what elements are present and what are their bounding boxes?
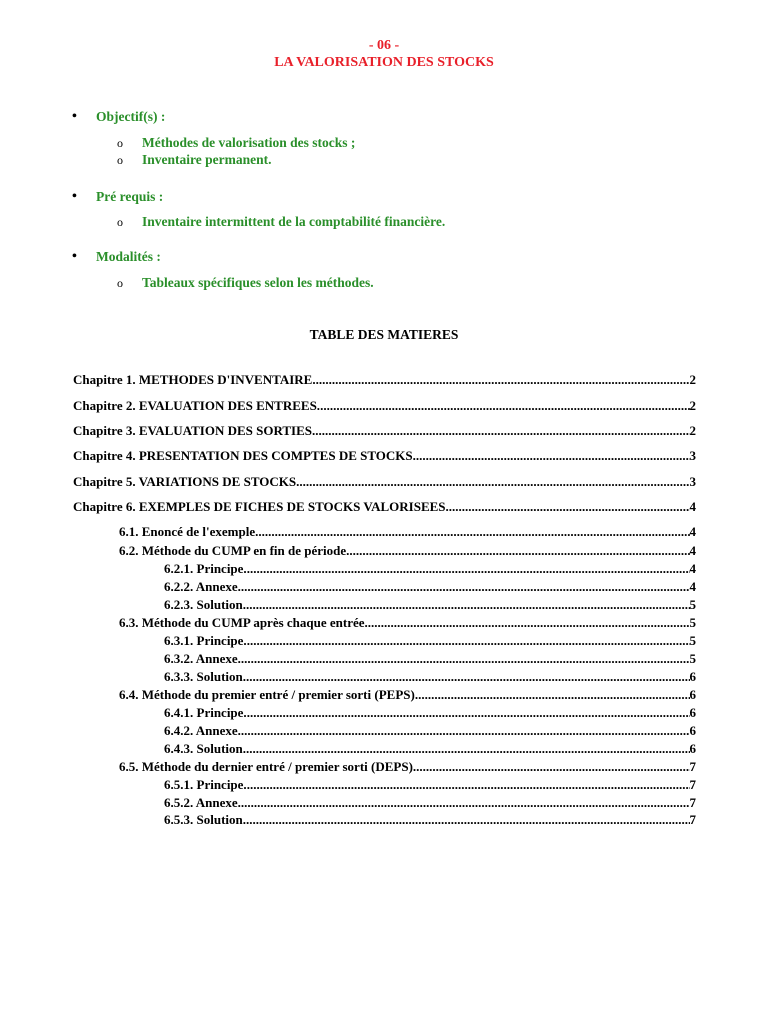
toc-entry-page: 4 — [689, 499, 696, 514]
toc-leader — [415, 686, 690, 704]
toc-leader — [315, 422, 689, 440]
toc-entry-label: 6.2. Méthode du CUMP en fin de période. — [119, 543, 350, 558]
toc-entry-page: 5 — [689, 651, 696, 666]
toc-entry[interactable] — [119, 523, 696, 541]
toc-leader — [246, 811, 690, 829]
toc-entry-page: 2 — [689, 398, 696, 413]
toc-entry-label: 6.2.1. Principe. — [164, 561, 247, 576]
section-item-text: Inventaire intermittent de la comptabilité financière. — [142, 214, 446, 229]
section-label: Pré requis : — [96, 189, 164, 204]
toc-leader — [449, 498, 690, 516]
toc-entry[interactable] — [119, 542, 696, 560]
toc-entry-label: Chapitre 3. EVALUATION DES SORTIES. — [73, 423, 316, 438]
toc-entry-label: Chapitre 6. EXEMPLES DE FICHES DE STOCKS VALORISEES. — [73, 499, 449, 514]
bullet-icon: • — [72, 109, 77, 124]
toc-entry-page: 6 — [689, 669, 696, 684]
bullet-icon: • — [72, 189, 77, 204]
toc-leader — [258, 523, 689, 541]
toc-entry-label: 6.3.3. Solution. — [164, 669, 246, 684]
toc-leader — [241, 578, 690, 596]
toc-entry-label: Chapitre 1. METHODES D'INVENTAIRE — [73, 372, 313, 387]
toc-entry[interactable] — [164, 776, 696, 794]
toc-entry[interactable] — [73, 498, 696, 516]
toc-entry[interactable] — [119, 758, 696, 776]
page-title: LA VALORISATION DES STOCKS — [274, 55, 494, 70]
toc-entry-page: 5 — [689, 615, 696, 630]
toc-leader — [349, 542, 689, 560]
toc-entry-label: 6.3. Méthode du CUMP après chaque entrée. — [119, 615, 368, 630]
toc-entry-page: 7 — [689, 777, 696, 792]
toc-entry-label: 6.5.2. Annexe. — [164, 795, 241, 810]
toc-entry-page: 6 — [689, 741, 696, 756]
toc-title: TABLE DES MATIERES — [309, 327, 459, 342]
section-label: Modalités : — [96, 249, 161, 264]
toc-entry-label: 6.4.3. Solution. — [164, 741, 246, 756]
toc-entry-label: 6.3.2. Annexe. — [164, 651, 241, 666]
toc-leader — [368, 614, 690, 632]
toc-leader — [246, 596, 690, 614]
toc-entry-label: 6.4.1. Principe. — [164, 705, 247, 720]
toc-entry-label: 6.4.2. Annexe. — [164, 723, 241, 738]
toc-entry[interactable] — [164, 811, 696, 829]
toc-entry-page: 4 — [689, 579, 696, 594]
toc-leader — [241, 722, 690, 740]
toc-leader — [247, 632, 690, 650]
toc-entry-page: 3 — [689, 474, 696, 489]
toc-entry[interactable] — [73, 422, 696, 440]
toc-leader — [312, 371, 689, 389]
toc-entry-label: 6.5.1. Principe. — [164, 777, 247, 792]
section-item-text: Tableaux spécifiques selon les méthodes. — [142, 275, 374, 290]
toc-leader — [247, 704, 690, 722]
toc-leader — [247, 560, 690, 578]
toc-entry[interactable] — [73, 371, 696, 389]
toc-entry[interactable] — [164, 632, 696, 650]
toc-entry[interactable] — [164, 578, 696, 596]
toc-entry-label: 6.3.1. Principe. — [164, 633, 247, 648]
toc-entry-label: 6.4. Méthode du premier entré / premier sorti (PEPS) — [119, 687, 415, 702]
toc-entry-page: 6 — [689, 687, 696, 702]
toc-leader — [320, 397, 689, 415]
toc-entry-label: Chapitre 2. EVALUATION DES ENTREES. — [73, 398, 321, 413]
toc-entry[interactable] — [164, 740, 696, 758]
toc-entry[interactable] — [164, 722, 696, 740]
toc-entry-page: 7 — [689, 795, 696, 810]
toc-entry-page: 4 — [689, 561, 696, 576]
toc-leader — [246, 740, 690, 758]
toc-entry-page: 2 — [689, 423, 696, 438]
toc-leader — [247, 776, 690, 794]
circle-bullet-icon: o — [117, 136, 123, 150]
page-number: - 06 - — [368, 38, 400, 53]
circle-bullet-icon: o — [117, 276, 123, 290]
toc-entry-label: 6.1. Enoncé de l'exemple. — [119, 524, 259, 539]
toc-entry-label: 6.2.3. Solution. — [164, 597, 246, 612]
toc-entry[interactable] — [164, 668, 696, 686]
toc-leader — [416, 447, 690, 465]
toc-entry-label: 6.5. Méthode du dernier entré / premier sorti (DEPS). — [119, 759, 417, 774]
toc-entry-label: Chapitre 5. VARIATIONS DE STOCKS. — [73, 474, 300, 489]
toc-entry[interactable] — [119, 614, 696, 632]
toc-entry-label: 6.5.3. Solution. — [164, 812, 246, 827]
toc-entry-page: 6 — [689, 723, 696, 738]
toc-entry-page: 4 — [689, 543, 696, 558]
toc-entry-page: 5 — [689, 597, 696, 612]
toc-entry[interactable] — [73, 473, 696, 491]
toc-entry[interactable] — [119, 686, 696, 704]
toc-entry-page: 6 — [689, 705, 696, 720]
toc-entry[interactable] — [164, 650, 696, 668]
toc-entry-page: 2 — [689, 372, 696, 387]
toc-entry-page: 5 — [689, 633, 696, 648]
toc-entry[interactable] — [73, 447, 696, 465]
toc-entry-page: 3 — [689, 448, 696, 463]
toc-entry[interactable] — [164, 704, 696, 722]
toc-leader — [241, 650, 690, 668]
toc-entry-label: Chapitre 4. PRESENTATION DES COMPTES DE STOCKS. — [73, 448, 416, 463]
circle-bullet-icon: o — [117, 215, 123, 229]
section-label: Objectif(s) : — [96, 109, 166, 124]
toc-entry-page: 7 — [689, 812, 696, 827]
toc-entry[interactable] — [164, 560, 696, 578]
circle-bullet-icon: o — [117, 153, 123, 167]
toc-entry-page: 7 — [689, 759, 696, 774]
toc-entry-page: 4 — [689, 524, 696, 539]
bullet-icon: • — [72, 249, 77, 264]
toc-leader — [241, 794, 690, 812]
toc-entry[interactable] — [164, 596, 696, 614]
toc-entry-label: 6.2.2. Annexe. — [164, 579, 241, 594]
toc-entry[interactable] — [73, 397, 696, 415]
toc-entry[interactable] — [164, 794, 696, 812]
toc-leader — [416, 758, 689, 776]
toc-leader — [299, 473, 689, 491]
section-item-text: Inventaire permanent. — [142, 152, 272, 167]
section-item-text: Méthodes de valorisation des stocks ; — [142, 135, 356, 150]
toc-leader — [246, 668, 690, 686]
